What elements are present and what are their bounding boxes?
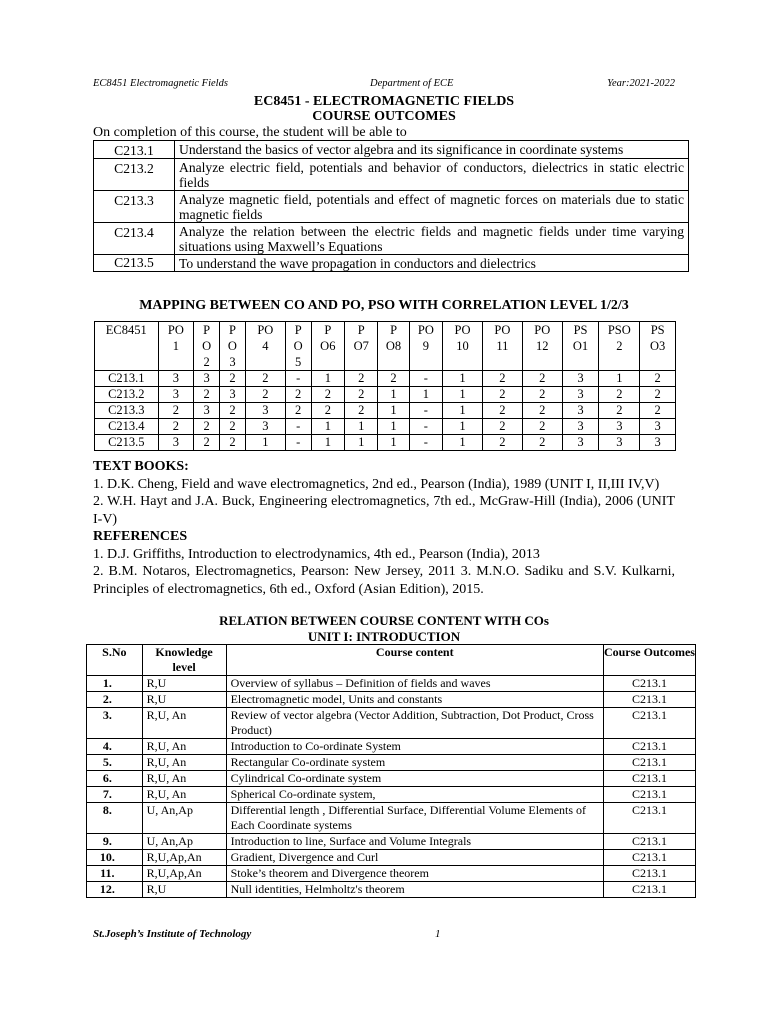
- mapping-header-part: O: [202, 339, 212, 353]
- mapping-col-header: [285, 322, 311, 371]
- table-row: [87, 866, 696, 882]
- course-outcomes-table: [93, 140, 689, 272]
- mapping-header-part: 5: [295, 355, 302, 369]
- outcome-code: C213.5: [94, 255, 175, 272]
- outcome-description: Understand the basics of vector algebra and its significance in coordinate systems: [175, 141, 689, 159]
- mapping-cell: 2: [194, 435, 220, 451]
- mapping-cell: 2: [640, 371, 676, 387]
- running-header: [93, 78, 675, 92]
- reference-item: 1. D.J. Griffiths, Introduction to electrodynamics, 4th ed., Pearson (India), 2013: [93, 546, 540, 562]
- col-header-knowledge: Knowledge level: [142, 645, 226, 676]
- mapping-cell: 1: [378, 435, 409, 451]
- mapping-row-label: C213.5: [95, 435, 159, 451]
- mapping-header-part: PO: [167, 323, 184, 337]
- mapping-cell: 1: [443, 435, 483, 451]
- row-course-content: Electromagnetic model, Units and constants: [226, 692, 603, 708]
- outcome-description: Analyze electric field, potentials and behavior of conductors, dielectrics in static electric fields: [175, 159, 689, 191]
- mapping-cell: 2: [311, 403, 344, 419]
- mapping-col-header: [640, 322, 676, 371]
- mapping-cell: 3: [245, 419, 285, 435]
- mapping-cell: -: [409, 371, 442, 387]
- mapping-cell: 3: [220, 387, 246, 403]
- mapping-cell: 3: [158, 387, 194, 403]
- mapping-cell: 2: [640, 403, 676, 419]
- row-course-outcome: C213.1: [603, 803, 695, 834]
- mapping-header-part: O: [227, 339, 237, 353]
- row-course-content: Rectangular Co-ordinate system: [226, 755, 603, 771]
- row-knowledge-level: R,U, An: [142, 755, 226, 771]
- mapping-cell: 2: [640, 387, 676, 403]
- table-row: [87, 692, 696, 708]
- mapping-cell: 2: [245, 387, 285, 403]
- mapping-row-label: C213.4: [95, 419, 159, 435]
- mapping-header-part: 10: [456, 339, 469, 353]
- mapping-cell: 2: [482, 371, 522, 387]
- mapping-cell: 1: [443, 371, 483, 387]
- mapping-header-part: PO: [494, 323, 511, 337]
- table-row: [87, 755, 696, 771]
- mapping-cell: 2: [285, 387, 311, 403]
- outcome-code: C213.1: [94, 141, 175, 159]
- mapping-cell: 3: [562, 387, 599, 403]
- mapping-cell: 1: [311, 435, 344, 451]
- mapping-header-part: 1: [172, 339, 179, 353]
- mapping-header-part: P: [203, 323, 211, 337]
- row-sno: 9.: [87, 834, 143, 850]
- mapping-cell: 3: [562, 403, 599, 419]
- row-course-outcome: C213.1: [603, 882, 695, 898]
- mapping-cell: 1: [378, 403, 409, 419]
- row-knowledge-level: U, An,Ap: [142, 834, 226, 850]
- row-sno: 4.: [87, 739, 143, 755]
- mapping-cell: 1: [443, 403, 483, 419]
- table-row: [87, 850, 696, 866]
- mapping-cell: 1: [443, 387, 483, 403]
- row-sno: 3.: [87, 708, 143, 739]
- mapping-cell: 1: [378, 387, 409, 403]
- mapping-cell: 3: [194, 371, 220, 387]
- row-knowledge-level: R,U, An: [142, 787, 226, 803]
- mapping-header-part: PS: [573, 323, 588, 337]
- mapping-col-header: [378, 322, 409, 371]
- mapping-cell: 2: [220, 419, 246, 435]
- table-row: [87, 834, 696, 850]
- row-course-outcome: C213.1: [603, 866, 695, 882]
- mapping-header-part: PO: [454, 323, 471, 337]
- footer-page-number: 1: [435, 928, 441, 940]
- relation-title: RELATION BETWEEN COURSE CONTENT WITH COs: [219, 613, 549, 628]
- row-sno: 1.: [87, 676, 143, 692]
- mapping-cell: 2: [345, 371, 378, 387]
- mapping-cell: 1: [378, 419, 409, 435]
- mapping-cell: 3: [194, 403, 220, 419]
- table-row: [87, 803, 696, 834]
- references-heading: REFERENCES: [93, 529, 188, 544]
- mapping-cell: 2: [220, 371, 246, 387]
- table-row: [87, 739, 696, 755]
- mapping-cell: 2: [311, 387, 344, 403]
- mapping-header-part: O: [293, 339, 303, 353]
- outcome-code: C213.4: [94, 223, 175, 255]
- mapping-header-part: O1: [572, 339, 589, 353]
- mapping-header-part: 11: [496, 339, 509, 353]
- row-sno: 11.: [87, 866, 143, 882]
- outcome-row: [94, 191, 689, 223]
- mapping-header-part: EC8451: [105, 323, 147, 337]
- mapping-header-part: PS: [650, 323, 665, 337]
- mapping-header-part: P: [294, 323, 302, 337]
- mapping-row: [95, 419, 676, 435]
- row-course-content: Cylindrical Co-ordinate system: [226, 771, 603, 787]
- row-course-outcome: C213.1: [603, 708, 695, 739]
- mapping-cell: 3: [562, 419, 599, 435]
- mapping-header-part: PO: [417, 323, 434, 337]
- row-course-outcome: C213.1: [603, 739, 695, 755]
- mapping-col-header: [482, 322, 522, 371]
- outcome-code: C213.2: [94, 159, 175, 191]
- mapping-row: [95, 403, 676, 419]
- mapping-cell: 1: [245, 435, 285, 451]
- mapping-cell: 2: [599, 403, 640, 419]
- mapping-cell: 3: [599, 435, 640, 451]
- table-row: [87, 787, 696, 803]
- mapping-cell: 1: [345, 435, 378, 451]
- mapping-col-header: [95, 322, 159, 371]
- unit-title: UNIT I: INTRODUCTION: [307, 629, 461, 644]
- row-sno: 8.: [87, 803, 143, 834]
- mapping-col-header: [409, 322, 442, 371]
- row-course-outcome: C213.1: [603, 692, 695, 708]
- outcome-row: [94, 141, 689, 159]
- mapping-cell: 3: [640, 435, 676, 451]
- mapping-row-label: C213.1: [95, 371, 159, 387]
- row-course-content: Stoke’s theorem and Divergence theorem: [226, 866, 603, 882]
- mapping-cell: 2: [194, 419, 220, 435]
- mapping-cell: 3: [562, 435, 599, 451]
- outcome-row: [94, 223, 689, 255]
- col-header-sno: S.No: [87, 645, 143, 676]
- col-header-outcomes: Course Outcomes: [603, 645, 695, 676]
- row-knowledge-level: R,U: [142, 676, 226, 692]
- mapping-cell: 3: [158, 371, 194, 387]
- mapping-col-header: [443, 322, 483, 371]
- row-sno: 7.: [87, 787, 143, 803]
- mapping-cell: 2: [158, 419, 194, 435]
- mapping-header-part: 4: [262, 339, 269, 353]
- mapping-header-part: PO: [534, 323, 551, 337]
- mapping-col-header: [220, 322, 246, 371]
- mapping-row: [95, 435, 676, 451]
- mapping-cell: 2: [194, 387, 220, 403]
- row-course-content: Gradient, Divergence and Curl: [226, 850, 603, 866]
- row-knowledge-level: R,U,Ap,An: [142, 866, 226, 882]
- header-course: EC8451 Electromagnetic Fields: [93, 78, 228, 89]
- row-knowledge-level: R,U: [142, 692, 226, 708]
- footer-institute: St.Joseph’s Institute of Technology: [93, 928, 252, 940]
- mapping-cell: 2: [482, 403, 522, 419]
- row-course-content: Null identities, Helmholtz's theorem: [226, 882, 603, 898]
- mapping-cell: -: [409, 403, 442, 419]
- mapping-cell: -: [409, 419, 442, 435]
- course-content-table: [86, 644, 696, 898]
- mapping-cell: 1: [409, 387, 442, 403]
- header-year: Year:2021-2022: [607, 78, 675, 89]
- mapping-cell: -: [285, 419, 311, 435]
- outcome-description: To understand the wave propagation in conductors and dielectrics: [175, 255, 689, 272]
- mapping-header-part: O8: [385, 339, 402, 353]
- mapping-col-header: [194, 322, 220, 371]
- mapping-cell: 3: [640, 419, 676, 435]
- textbooks-heading: TEXT BOOKS:: [93, 459, 189, 474]
- mapping-cell: 2: [245, 371, 285, 387]
- mapping-header-part: P: [228, 323, 236, 337]
- mapping-cell: 3: [158, 435, 194, 451]
- row-course-content: Introduction to Co-ordinate System: [226, 739, 603, 755]
- co-po-mapping-table: [94, 321, 676, 451]
- mapping-col-header: [311, 322, 344, 371]
- table-row: [87, 771, 696, 787]
- row-sno: 10.: [87, 850, 143, 866]
- mapping-header-part: PSO: [607, 323, 631, 337]
- mapping-header-part: O3: [650, 339, 666, 353]
- mapping-cell: 1: [311, 371, 344, 387]
- document-title: EC8451 - ELECTROMAGNETIC FIELDS: [253, 94, 515, 109]
- row-sno: 12.: [87, 882, 143, 898]
- mapping-cell: 2: [345, 403, 378, 419]
- outcome-row: [94, 255, 689, 272]
- mapping-cell: 2: [522, 403, 562, 419]
- mapping-cell: 2: [522, 387, 562, 403]
- mapping-col-header: [245, 322, 285, 371]
- row-knowledge-level: R,U,Ap,An: [142, 850, 226, 866]
- mapping-cell: -: [285, 435, 311, 451]
- mapping-cell: 3: [599, 419, 640, 435]
- mapping-row-label: C213.3: [95, 403, 159, 419]
- mapping-header-part: P: [357, 323, 365, 337]
- mapping-cell: 1: [311, 419, 344, 435]
- row-knowledge-level: R,U, An: [142, 771, 226, 787]
- mapping-header-part: O7: [353, 339, 369, 353]
- mapping-header-part: 2: [203, 355, 210, 369]
- table-row: [87, 676, 696, 692]
- mapping-header-part: P: [390, 323, 398, 337]
- mapping-cell: 1: [443, 419, 483, 435]
- table-row: [87, 882, 696, 898]
- row-sno: 6.: [87, 771, 143, 787]
- row-course-outcome: C213.1: [603, 755, 695, 771]
- row-sno: 2.: [87, 692, 143, 708]
- mapping-header-part: O6: [320, 339, 336, 353]
- mapping-col-header: [345, 322, 378, 371]
- col-header-content: Course content: [226, 645, 603, 676]
- mapping-cell: 2: [482, 387, 522, 403]
- mapping-cell: 2: [220, 403, 246, 419]
- section-title-course-outcomes: COURSE OUTCOMES: [312, 109, 456, 124]
- mapping-header-part: 2: [616, 339, 623, 353]
- mapping-header-part: PO: [257, 323, 274, 337]
- mapping-cell: 2: [599, 387, 640, 403]
- mapping-cell: -: [409, 435, 442, 451]
- mapping-cell: 2: [220, 435, 246, 451]
- textbook-item: 1. D.K. Cheng, Field and wave electromagnetics, 2nd ed., Pearson (India), 1989 (UNIT I, II,III IV,V): [93, 476, 660, 492]
- row-knowledge-level: U, An,Ap: [142, 803, 226, 834]
- row-knowledge-level: R,U, An: [142, 708, 226, 739]
- mapping-cell: 2: [345, 387, 378, 403]
- outcome-row: [94, 159, 689, 191]
- mapping-cell: 1: [599, 371, 640, 387]
- row-course-content: Overview of syllabus – Definition of fields and waves: [226, 676, 603, 692]
- textbooks-section: [93, 458, 675, 598]
- row-knowledge-level: R,U: [142, 882, 226, 898]
- reference-item: 2. B.M. Notaros, Electromagnetics, Pearson: New Jersey, 2011 3. M.N.O. Sadiku and S.V. Kulkarni, Principles of electromagnetics, 6th ed., Oxford (Asian Edition), 2015.: [93, 564, 675, 597]
- row-course-outcome: C213.1: [603, 676, 695, 692]
- outcome-code: C213.3: [94, 191, 175, 223]
- mapping-cell: 2: [522, 371, 562, 387]
- mapping-cell: 3: [562, 371, 599, 387]
- mapping-cell: 2: [285, 403, 311, 419]
- row-course-outcome: C213.1: [603, 787, 695, 803]
- row-course-content: Spherical Co-ordinate system,: [226, 787, 603, 803]
- outcome-description: Analyze magnetic field, potentials and effect of magnetic forces on materials due to static magnetic fields: [175, 191, 689, 223]
- mapping-cell: 2: [482, 435, 522, 451]
- mapping-header-part: P: [324, 323, 332, 337]
- mapping-row: [95, 387, 676, 403]
- mapping-cell: 3: [245, 403, 285, 419]
- mapping-cell: 1: [345, 419, 378, 435]
- outcome-description: Analyze the relation between the electric fields and magnetic fields under time varying situations using Maxwell’s Equations: [175, 223, 689, 255]
- row-course-content: Introduction to line, Surface and Volume Integrals: [226, 834, 603, 850]
- mapping-header-part: 9: [422, 339, 429, 353]
- mapping-cell: -: [285, 371, 311, 387]
- row-course-content: Review of vector algebra (Vector Addition, Subtraction, Dot Product, Cross Product): [226, 708, 603, 739]
- mapping-col-header: [599, 322, 640, 371]
- row-knowledge-level: R,U, An: [142, 739, 226, 755]
- mapping-title: MAPPING BETWEEN CO AND PO, PSO WITH CORRELATION LEVEL 1/2/3: [139, 298, 629, 313]
- mapping-row-label: C213.2: [95, 387, 159, 403]
- mapping-cell: 2: [522, 419, 562, 435]
- mapping-cell: 2: [158, 403, 194, 419]
- mapping-cell: 2: [378, 371, 409, 387]
- mapping-header-part: 12: [536, 339, 549, 353]
- row-course-outcome: C213.1: [603, 850, 695, 866]
- textbook-item: 2. W.H. Hayt and J.A. Buck, Engineering electromagnetics, 7th ed., McGraw-Hill (India), 2006 (UNIT I-V): [93, 494, 675, 527]
- mapping-col-header: [158, 322, 194, 371]
- mapping-col-header: [522, 322, 562, 371]
- header-department: Department of ECE: [370, 78, 454, 89]
- table-row: [87, 708, 696, 739]
- mapping-cell: 2: [522, 435, 562, 451]
- row-sno: 5.: [87, 755, 143, 771]
- row-course-outcome: C213.1: [603, 834, 695, 850]
- mapping-cell: 2: [482, 419, 522, 435]
- mapping-col-header: [562, 322, 599, 371]
- row-course-content: Differential length , Differential Surface, Differential Volume Elements of Each Coordinate systems: [226, 803, 603, 834]
- mapping-header-part: 3: [229, 355, 236, 369]
- mapping-row: [95, 371, 676, 387]
- intro-text: On completion of this course, the student will be able to: [93, 125, 407, 140]
- row-course-outcome: C213.1: [603, 771, 695, 787]
